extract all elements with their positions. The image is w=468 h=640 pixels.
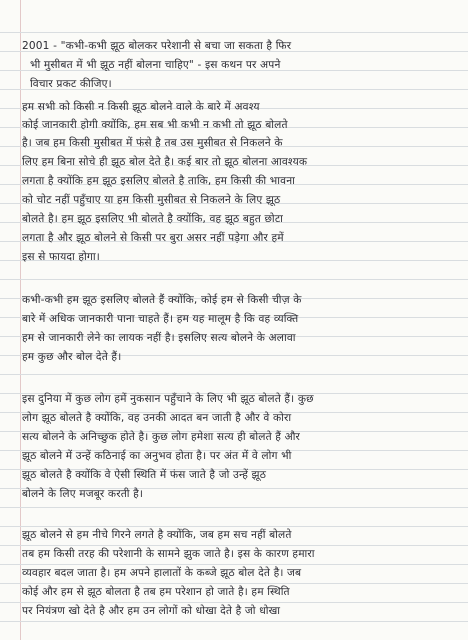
essay-line: कभी-कभी हम झूठ इसलिए बोलते हैं क्योंकि, कोई हम से किसी चीज़ के: [22, 294, 302, 306]
essay-line: झूठ बोलने में उन्हें कठिनाई का अनुभव होता है। पर अंत में वे लोग भी: [22, 450, 292, 462]
essay-line: बारे में अधिक जानकारी पाना चाहते हैं। हम यह मालूम है कि वह व्यक्ति: [22, 313, 299, 325]
essay-line: झूठ बोलने से हम नीचे गिरने लगते है क्योंकि, जब हम सच नहीं बोलते: [22, 529, 292, 541]
ruled-line: [0, 621, 468, 622]
essay-line: हम कुछ और बोल देते हैं।: [22, 351, 122, 363]
question-line: 2001 - "कभी-कभी झूठ बोलकर परेशानी से बचा जा सकता है फिर: [22, 40, 292, 52]
ruled-line: [0, 545, 468, 546]
margin-line: [20, 0, 21, 640]
ruled-line: [0, 507, 468, 508]
ruled-line: [0, 564, 468, 565]
essay-line: बोलते है। हम झूठ इसलिए भी बोलते है क्योंकि, वह झूठ बहुत छोटा: [22, 213, 284, 225]
essay-line: कोई और हम से झूठ बोलता है तब हम परेशान हो जाते है। हम स्थिति: [22, 586, 290, 598]
essay-line: तब हम किसी तरह की परेशानी के सामने झुक जाते है। इस के कारण हमारा: [22, 548, 315, 560]
essay-line: इस से फायदा होगा।: [22, 251, 100, 263]
ruled-line: [0, 526, 468, 527]
essay-line: हम सभी को किसी न किसी झूठ बोलने वाले के बारे में अवश्य: [22, 101, 260, 113]
ruled-line: [0, 32, 468, 33]
ruled-line: [0, 602, 468, 603]
essay-line: इस दुनिया में कुछ लोग हमें नुकसान पहुँचाने के लिए भी झूठ बोलते हैं। कुछ: [22, 393, 314, 405]
essay-line: बोलने के लिए मजबूर करती है।: [22, 488, 144, 500]
ruled-line: [0, 583, 468, 584]
essay-line: कोई जानकारी होगी क्योंकि, हम सब भी कभी न कभी तो झूठ बोलते: [22, 119, 288, 131]
essay-line: झूठ बोलते है क्योंकि वे ऐसी स्थिति में फंस जाते है जो उन्हें झूठ: [22, 469, 267, 481]
essay-line: व्यवहार बदल जाता है। हम अपने हालातों के कब्जे झूठ बोल देते है। जब: [22, 567, 302, 579]
question-line: विचार प्रकट कीजिए।: [30, 78, 112, 90]
essay-line: लोग झूठ बोलते है क्योंकि, वह उनकी आदत बन जाती है और वे कोरा: [22, 412, 292, 424]
essay-line: लगता है क्योंकि हम झूठ इसलिए बोलते है ताकि, हम किसी की भावना: [22, 175, 295, 187]
essay-line: लगता है और झूठ बोलने से किसी पर बुरा असर नहीं पड़ेगा और हमें: [22, 232, 284, 244]
ruled-line: [0, 374, 468, 375]
essay-line: पर नियंत्रण खो देते है और हम उन लोगों को धोखा देते है जो धोखा: [22, 605, 281, 617]
question-line: भी मुसीबत में भी झूठ नहीं बोलना चाहिए" - इस कथन पर अपने: [30, 59, 281, 71]
essay-line: को चोट नहीं पहुँचाए या हम किसी मुसीबत से निकलने के लिए झूठ: [22, 194, 281, 206]
ruled-line: [0, 279, 468, 280]
essay-line: है। जब हम किसी मुसीबत में फंसे है तब उस मुसीबत से निकलने के: [22, 137, 283, 149]
essay-line: सत्य बोलने के अनिच्छुक होते है। कुछ लोग हमेशा सत्य ही बोलते हैं और: [22, 431, 301, 443]
essay-line: हम से जानकारी लेने का लायक नहीं है। इसलिए सत्य बोलने के अलावा: [22, 332, 296, 344]
essay-line: लिए हम बिना सोचे ही झूठ बोल देते है। कई बार तो झूठ बोलना आवश्यक: [22, 156, 308, 168]
